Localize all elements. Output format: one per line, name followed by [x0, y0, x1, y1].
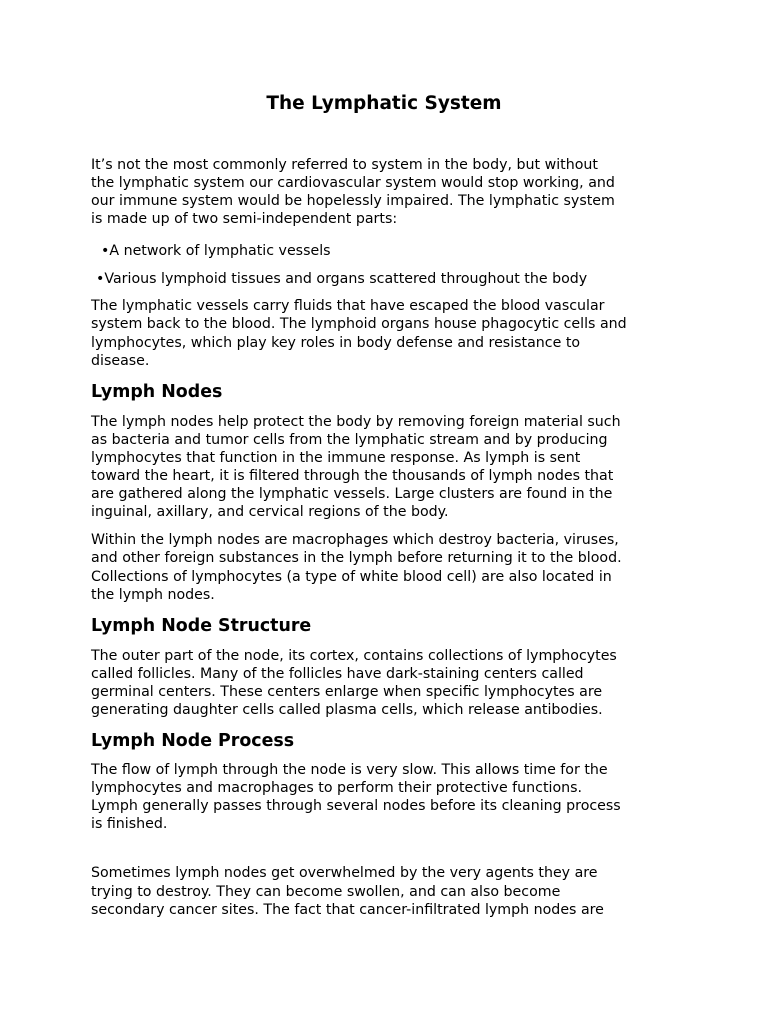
page-title: The Lymphatic System — [266, 93, 502, 114]
lymph-node-process-paragraph-1 — [91, 761, 691, 833]
section-heading-lymph-nodes: Lymph Nodes — [91, 381, 223, 402]
lymph-nodes-paragraph-1 — [91, 413, 691, 522]
text-line: and other foreign substances in the lymph before returning it to the blood. — [91, 550, 622, 567]
text-line: system back to the blood. The lymphoid organs house phagocytic cells and — [91, 316, 627, 333]
text-line: is made up of two semi-independent parts: — [91, 211, 398, 228]
text-line: Sometimes lymph nodes get overwhelmed by the very agents they are — [91, 865, 598, 882]
text-line: It’s not the most commonly referred to system in the body, but without — [91, 157, 598, 173]
lymph-node-structure-paragraph — [91, 647, 691, 719]
text-line: Within the lymph nodes are macrophages which destroy bacteria, viruses, — [91, 532, 619, 549]
text-line: are gathered along the lymphatic vessels. Large clusters are found in the — [91, 486, 613, 503]
text-line: the lymph nodes. — [91, 586, 215, 603]
bullet-item: •A network of lymphatic vessels — [101, 243, 331, 260]
text-line: disease. — [91, 352, 150, 369]
text-line: Lymph generally passes through several nodes before its cleaning process — [91, 798, 621, 815]
text-line: our immune system would be hopelessly impaired. The lymphatic system — [91, 193, 615, 210]
text-line: is finished. — [91, 816, 168, 833]
lymph-node-process-paragraph-2 — [91, 864, 691, 918]
bullet-item: •Various lymphoid tissues and organs scattered throughout the body — [96, 271, 588, 288]
text-line: the lymphatic system our cardiovascular system would stop working, and — [91, 175, 615, 192]
text-line: toward the heart, it is filtered through the thousands of lymph nodes that — [91, 468, 614, 485]
text-line: secondary cancer sites. The fact that cancer-infiltrated lymph nodes are — [91, 901, 604, 918]
intro-paragraph — [91, 156, 691, 228]
text-line: lymphocytes that function in the immune response. As lymph is sent — [91, 449, 581, 466]
text-line: trying to destroy. They can become swollen, and can also become — [91, 883, 561, 900]
section-heading-lymph-node-process: Lymph Node Process — [91, 731, 295, 752]
text-line: called follicles. Many of the follicles have dark-staining centers called — [91, 665, 584, 682]
text-line: lymphocytes, which play key roles in body defense and resistance to — [91, 334, 581, 351]
lymph-nodes-paragraph-2 — [91, 531, 691, 603]
section-heading-lymph-node-structure: Lymph Node Structure — [91, 615, 312, 636]
text-line: The flow of lymph through the node is very slow. This allows time for the — [91, 762, 608, 779]
text-line: inguinal, axillary, and cervical regions of the body. — [91, 504, 449, 521]
text-line: The outer part of the node, its cortex, contains collections of lymphocytes — [91, 647, 617, 664]
intro-paragraph-2 — [91, 297, 691, 369]
text-line: germinal centers. These centers enlarge when specific lymphocytes are — [91, 683, 603, 700]
text-line: The lymphatic vessels carry fluids that have escaped the blood vascular — [91, 298, 605, 315]
text-line: Collections of lymphocytes (a type of white blood cell) are also located in — [91, 568, 612, 585]
text-line: generating daughter cells called plasma cells, which release antibodies. — [91, 701, 603, 718]
text-line: lymphocytes and macrophages to perform their protective functions. — [91, 780, 583, 797]
text-line: The lymph nodes help protect the body by removing foreign material such — [91, 413, 621, 430]
text-line: as bacteria and tumor cells from the lymphatic stream and by producing — [91, 431, 608, 448]
document-body — [91, 156, 691, 919]
